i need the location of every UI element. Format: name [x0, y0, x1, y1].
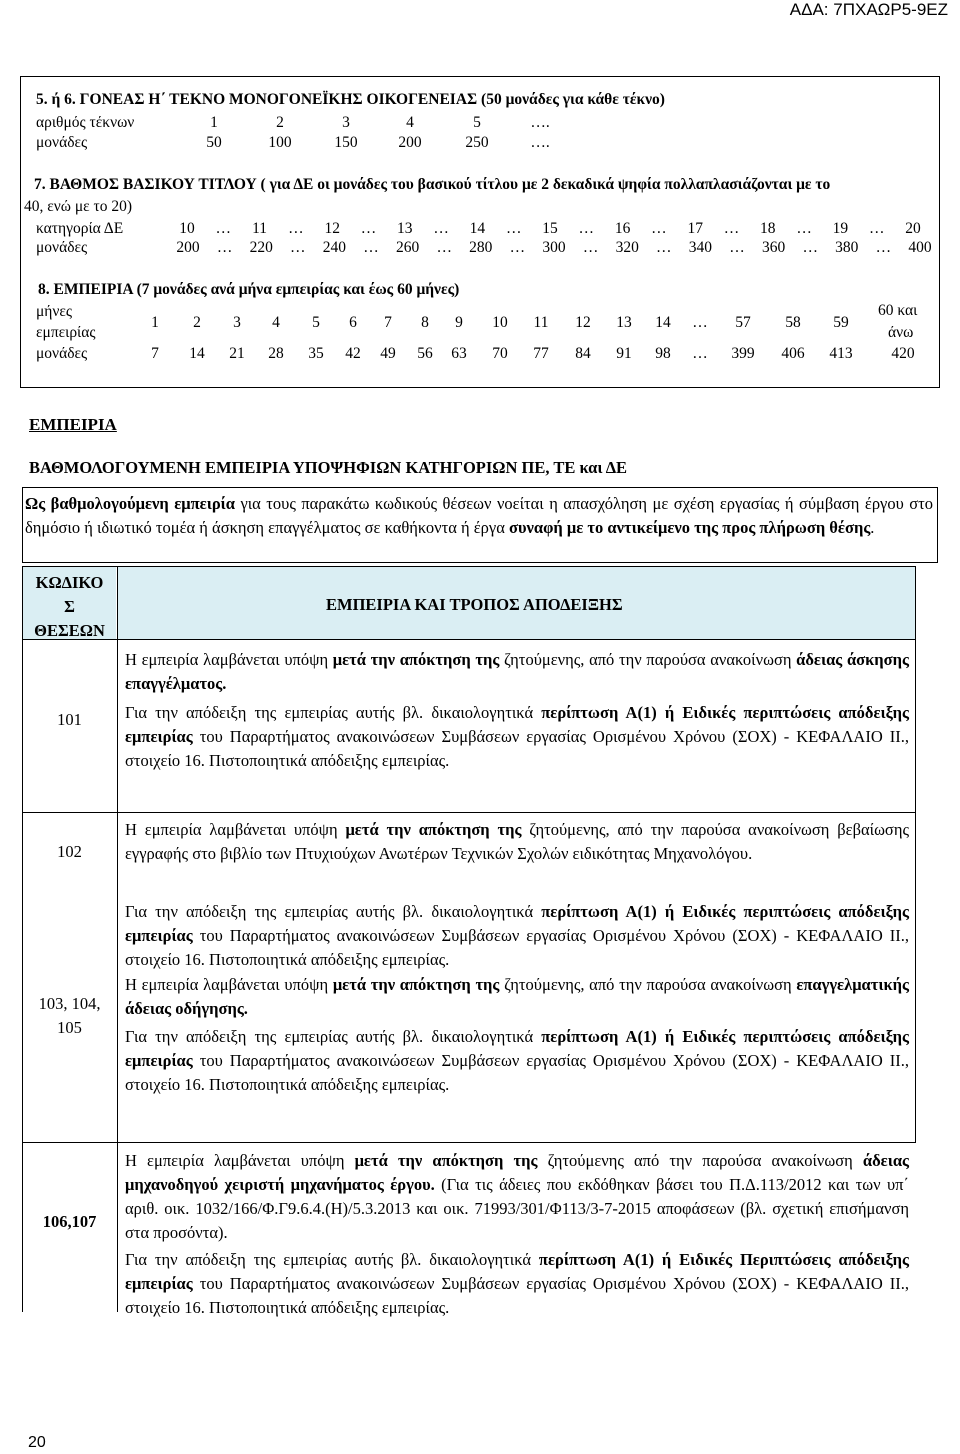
- code-header: [22, 571, 117, 643]
- sec7-point-value: 360: [761, 239, 786, 256]
- row-101-p1-a: Η εμπειρία λαμβάνεται υπόψη: [125, 650, 333, 669]
- row-102-p2-b: περίπτωση Α(1) ή Ειδικές περιπτώσεις απόδειξης εμπειρίας: [125, 902, 909, 945]
- graded-experience-heading: ΒΑΘΜΟΛΟΓΟΥΜΕΝΗ ΕΜΠΕΙΡΙΑ ΥΠΟΨΗΦΙΩΝ ΚΑΤΗΓΟΡΙΩΝ ΠΕ, ΤΕ και ΔΕ: [29, 458, 628, 477]
- row-101-paragraph-1: [125, 648, 909, 696]
- row-102-p1-b: μετά την απόκτηση της: [345, 820, 522, 839]
- sec8-month-value: 13: [616, 314, 632, 331]
- sec7-point-value: …: [509, 239, 526, 256]
- row-102-p1-a: Η εμπειρία λαμβάνεται υπόψη: [125, 820, 346, 839]
- sec8-month-value: 2: [193, 314, 201, 331]
- row-101-p2-b: περίπτωση Α(1) ή Ειδικές περιπτώσεις απόδειξης εμπειρίας: [125, 703, 909, 746]
- row-101-p2-a: Για την απόδειξη της εμπειρίας αυτής βλ. δικαιολογητικά: [125, 703, 542, 722]
- sec8-point-value: 77: [533, 345, 549, 362]
- sec8-month-value: 12: [575, 314, 591, 331]
- sec7-point-value: 280: [469, 239, 493, 256]
- sec8-months-label-2: εμπειρίας: [36, 324, 96, 341]
- code-header-line-3: ΘΕΣΕΩΝ: [34, 621, 105, 640]
- sec7-point-value: 260: [395, 239, 420, 256]
- sec7-grade-value: 18: [760, 220, 776, 237]
- sec8-point-value: 406: [781, 345, 805, 362]
- sec8-title: 8. ΕΜΠΕΙΡΙΑ (7 μονάδες ανά μήνα εμπειρίας και έως 60 μήνες): [38, 281, 460, 298]
- sec8-point-value: 98: [655, 345, 671, 362]
- row-101-p1-d: άδειας άσκησης επαγγέλματος.: [125, 650, 909, 693]
- experience-header: ΕΜΠΕΙΡΙΑ ΚΑΙ ΤΡΟΠΟΣ ΑΠΟΔΕΙΞΗΣ: [326, 595, 623, 614]
- table-border-mid-top: [117, 566, 118, 1142]
- sec7-grade-value: 12: [324, 220, 340, 237]
- sec5-child-count: 3: [342, 114, 350, 131]
- row-103-105-p1-b: μετά την απόκτηση της: [332, 975, 500, 994]
- sec7-grade-value: 14: [469, 220, 486, 237]
- row-103-105-p2-b: περίπτωση Α(1) ή Ειδικές περιπτώσεις απόδειξης εμπειρίας: [125, 1027, 909, 1070]
- sec5-title: 5. ή 6. ΓΟΝΕΑΣ Η΄ ΤΕΚΝΟ ΜΟΝΟΓΟΝΕΪΚΗΣ ΟΙΚΟΓΕΝΕΙΑΣ (50 μονάδες για κάθε τέκνο): [36, 91, 665, 108]
- sec7-point-value: …: [290, 239, 306, 256]
- sec8-month-value: 1: [151, 314, 159, 331]
- sec8-last-month-2: άνω: [888, 324, 914, 341]
- sec8-month-value: 58: [785, 314, 801, 331]
- page-number: 20: [28, 1434, 46, 1451]
- sec7-point-value: …: [875, 239, 892, 256]
- sec8-point-value: 413: [829, 345, 853, 362]
- row-101-p2-c: του Παραρτήματος ανακοινώσεων Συμβάσεων εργασίας Ορισμένου Χρόνου (ΣΟΧ) - ΚΕΦΑΛΑΙΟ ΙΙ., στοιχείο 16. Πιστοποιητικά απόδειξης εμπειρίας.: [125, 727, 909, 770]
- row-106-107-p2-b: περίπτωση Α(1) ή Ειδικές Περιπτώσεις απόδειξης εμπειρίας: [125, 1250, 909, 1293]
- code-header-line-2: Σ: [64, 597, 75, 616]
- intro-text: [25, 492, 933, 540]
- sec8-months-label-1: μήνες: [36, 303, 73, 320]
- sec8-point-value: 21: [229, 345, 245, 362]
- sec7-point-value: 240: [322, 239, 347, 256]
- intro-bold-1: Ως βαθμολογούμενη εμπειρία: [25, 494, 235, 513]
- sec7-grade-value: …: [433, 220, 449, 237]
- sec5-point-value: 100: [268, 134, 292, 151]
- sec7-point-value: 220: [249, 239, 273, 256]
- sec8-month-value: 57: [735, 314, 751, 331]
- sec7-grade-value: …: [651, 220, 667, 237]
- code-header-line-1: ΚΩΔΙΚΟ: [35, 573, 104, 592]
- row-106-107-p1-b: μετά την απόκτηση της: [354, 1151, 538, 1170]
- sec5-point-value: ….: [530, 134, 550, 151]
- sec8-point-value: 56: [417, 345, 433, 362]
- sec5-points-label: μονάδες: [36, 134, 88, 151]
- row-106-107-paragraph-1: [125, 1149, 909, 1245]
- sec7-grade-value: …: [578, 220, 595, 237]
- table-border-row1: [22, 812, 916, 813]
- row-103-105-paragraph-2: [125, 1025, 909, 1097]
- sec7-point-value: …: [802, 239, 818, 256]
- sec7-grade-value: 11: [252, 220, 268, 237]
- sec7-point-value: …: [656, 239, 672, 256]
- sec8-month-value: 11: [533, 314, 549, 331]
- row-103-105-p1-d: επαγγελματικής άδειας οδήγησης.: [125, 975, 909, 1018]
- sec7-point-value: …: [582, 239, 599, 256]
- sec5-child-count: 5: [473, 114, 481, 131]
- sec7-grade-value: 19: [832, 220, 849, 237]
- sec8-point-value: 14: [189, 345, 205, 362]
- row-102-paragraph-2: [125, 900, 909, 972]
- sec7-point-value: 400: [908, 239, 932, 256]
- sec7-grade-value: 17: [687, 220, 703, 237]
- sec5-child-count: ….: [530, 114, 550, 131]
- sec8-point-value: 63: [451, 345, 467, 362]
- row-106-107-p2-c: του Παραρτήματος ανακοινώσεων Συμβάσεων εργασίας Ορισμένου Χρόνου (ΣΟΧ) - ΚΕΦΑΛΑΙΟ ΙΙ., στοιχείο 16. Πιστοποιητικά απόδειξης εμπειρίας.: [125, 1274, 909, 1317]
- intro-box: [22, 487, 938, 563]
- row-102-p1-c: ζητούμενης, από την παρούσα ανακοίνωση βεβαίωσης εγγραφής στο βιβλίο των Πτυχιούχων Ανωτέρων Τεχνικών Σχολών ειδικότητας Μηχανολόγου.: [125, 820, 909, 863]
- sec7-grade-value: …: [868, 220, 885, 237]
- sec8-last-month-1: 60 και: [878, 302, 918, 319]
- sec7-grade-value: 20: [905, 220, 921, 237]
- sec7-point-value: 380: [835, 239, 859, 256]
- row-106-107-p1-d: άδειας μηχανοδηγού χειριστή μηχανήματος έργου.: [125, 1151, 909, 1194]
- row-103-105-p2-c: του Παραρτήματος ανακοινώσεων Συμβάσεων εργασίας Ορισμένου Χρόνου (ΣΟΧ) - ΚΕΦΑΛΑΙΟ ΙΙ., στοιχείο 16. Πιστοποιητικά απόδειξης εμπειρίας.: [125, 1051, 909, 1094]
- row-106-107-code: 106,107: [42, 1212, 97, 1231]
- sec5-child-count: 1: [210, 114, 218, 131]
- row-103-105-p2-a: Για την απόδειξη της εμπειρίας αυτής βλ. δικαιολογητικά: [125, 1027, 542, 1046]
- table-border-row3: [22, 1142, 916, 1143]
- intro-text-1: για τους παρακάτω κωδικούς θέσεων νοείται η απασχόληση με σχέση εργασίας ή σύμβαση έργου στο δημόσιο ή ιδιωτικό τομέα ή άσκηση επαγγέλματος σε καθήκοντα ή έργα: [25, 494, 933, 537]
- sec8-point-value: 35: [308, 345, 324, 362]
- intro-bold-2: συναφή με το αντικείμενο της προς πλήρωση θέσης: [508, 518, 871, 537]
- sec5-children-label: αριθμός τέκνων: [36, 114, 135, 131]
- table-border-header: [22, 639, 916, 640]
- sec5-point-value: 200: [398, 134, 422, 151]
- row-103-105-paragraph-1: [125, 973, 909, 1021]
- row-103-105-code-line-2: 105: [57, 1018, 82, 1037]
- sec7-grade-value: 10: [179, 220, 195, 237]
- table-border-mid-bottom: [117, 1142, 118, 1312]
- sec8-point-value: 49: [380, 345, 396, 362]
- sec7-grade-value: …: [505, 220, 522, 237]
- sec8-point-value: 42: [345, 345, 361, 362]
- sec8-month-value: 10: [492, 314, 508, 331]
- sec8-month-value: 3: [233, 314, 241, 331]
- sec8-month-value: 5: [312, 314, 320, 331]
- sec8-month-value: …: [692, 314, 708, 331]
- row-106-107-p2-a: Για την απόδειξη της εμπειρίας αυτής βλ. δικαιολογητικά: [125, 1250, 539, 1269]
- sec7-points-label: μονάδες: [36, 239, 88, 256]
- sec7-category-label: κατηγορία ΔΕ: [36, 220, 124, 237]
- sec8-month-value: 59: [833, 314, 849, 331]
- sec7-point-value: …: [729, 239, 745, 256]
- row-103-105-code: [22, 992, 117, 1040]
- sec7-point-value: …: [363, 239, 379, 256]
- sec5-point-value: 150: [334, 134, 358, 151]
- sec8-point-value: 28: [268, 345, 284, 362]
- row-103-105-p1-a: Η εμπειρία λαμβάνεται υπόψη: [125, 975, 333, 994]
- row-103-105-code-line-1: 103, 104,: [38, 994, 101, 1013]
- sec8-month-value: 6: [349, 314, 357, 331]
- sec5-point-value: 50: [206, 134, 222, 151]
- sec7-grade-value: …: [723, 220, 740, 237]
- sec8-month-value: 4: [272, 314, 280, 331]
- sec7-point-value: …: [436, 239, 452, 256]
- sec8-month-value: 8: [421, 314, 429, 331]
- intro-text-2: .: [870, 518, 875, 537]
- sec8-point-value: …: [692, 345, 708, 362]
- row-102-p2-c: του Παραρτήματος ανακοινώσεων Συμβάσεων εργασίας Ορισμένου Χρόνου (ΣΟΧ) - ΚΕΦΑΛΑΙΟ ΙΙ., στοιχείο 16. Πιστοποιητικά απόδειξης εμπειρίας.: [125, 926, 909, 969]
- sec7-title: 7. ΒΑΘΜΟΣ ΒΑΣΙΚΟΥ ΤΙΤΛΟΥ ( για ΔΕ οι μονάδες του βασικού τίτλου με 2 δεκαδικά ψηφία πολλαπλασιάζονται με το: [34, 176, 831, 193]
- row-101-paragraph-2: [125, 701, 909, 773]
- sec5-point-value: 250: [465, 134, 489, 151]
- sec7-grade-value: …: [288, 220, 304, 237]
- ada-code: ΑΔΑ: 7ΠΧΑΩΡ5-9ΕΖ: [789, 0, 948, 19]
- sec7-grade-value: 15: [542, 220, 558, 237]
- row-102-code: 102: [57, 842, 82, 861]
- row-101-p1-c: ζητούμενης, από την παρούσα ανακοίνωση: [499, 650, 797, 669]
- sec7-point-value: 200: [176, 239, 200, 256]
- row-106-107-paragraph-2: [125, 1248, 909, 1320]
- sec5-child-count: 4: [406, 114, 414, 131]
- sec7-point-value: 300: [542, 239, 566, 256]
- sec8-point-value: 420: [891, 345, 915, 362]
- sec7-point-value: 340: [688, 239, 713, 256]
- row-102-paragraph-1: [125, 818, 909, 866]
- sec7-grade-value: 16: [614, 220, 631, 237]
- row-106-107-p1-c: ζητούμενης από την παρούσα ανακοίνωση: [537, 1151, 863, 1170]
- row-103-105-p1-c: ζητούμενης, από την παρούσα ανακοίνωση: [499, 975, 797, 994]
- sec7-grade-value: 13: [397, 220, 413, 237]
- sec7-title-cont: 40, ενώ με το 20): [24, 198, 133, 215]
- sec8-points-label: μονάδες: [36, 345, 88, 362]
- row-102-p2-a: Για την απόδειξη της εμπειρίας αυτής βλ. δικαιολογητικά: [125, 902, 542, 921]
- table-border-right-top: [915, 566, 916, 1142]
- sec7-point-value: …: [216, 239, 233, 256]
- sec5-child-count: 2: [276, 114, 284, 131]
- table-border-top: [22, 566, 916, 567]
- sec8-point-value: 70: [492, 345, 508, 362]
- row-106-107-p1-a: Η εμπειρία λαμβάνεται υπόψη: [125, 1151, 355, 1170]
- row-101-p1-b: μετά την απόκτηση της: [332, 650, 500, 669]
- sec7-grade-value: …: [796, 220, 812, 237]
- sec7-grade-value: …: [360, 220, 377, 237]
- row-101-code: 101: [57, 710, 82, 729]
- sec7-point-value: 320: [615, 239, 639, 256]
- experience-heading: ΕΜΠΕΙΡΙΑ: [29, 415, 117, 434]
- sec8-month-value: 14: [655, 314, 671, 331]
- sec8-point-value: 399: [731, 345, 755, 362]
- row-106-107-p1-e: (Για τις άδειες που εκδόθηκαν βάσει του Π.Δ.113/2012 και των υπ΄ αριθ. οικ. 1032/166/Φ.Γ9.6.4.(Η)/5.3.2013 και οικ. 71993/301/Φ113/3-7-2015 αποφάσεων (βλ. σχετική επισήμανση στα προσόντα).: [125, 1175, 909, 1242]
- sec8-point-value: 84: [575, 345, 591, 362]
- sec8-month-value: 9: [455, 314, 463, 331]
- sec7-grade-value: …: [215, 220, 232, 237]
- sec8-point-value: 91: [616, 345, 632, 362]
- sec8-point-value: 7: [151, 345, 159, 362]
- sec8-month-value: 7: [384, 314, 392, 331]
